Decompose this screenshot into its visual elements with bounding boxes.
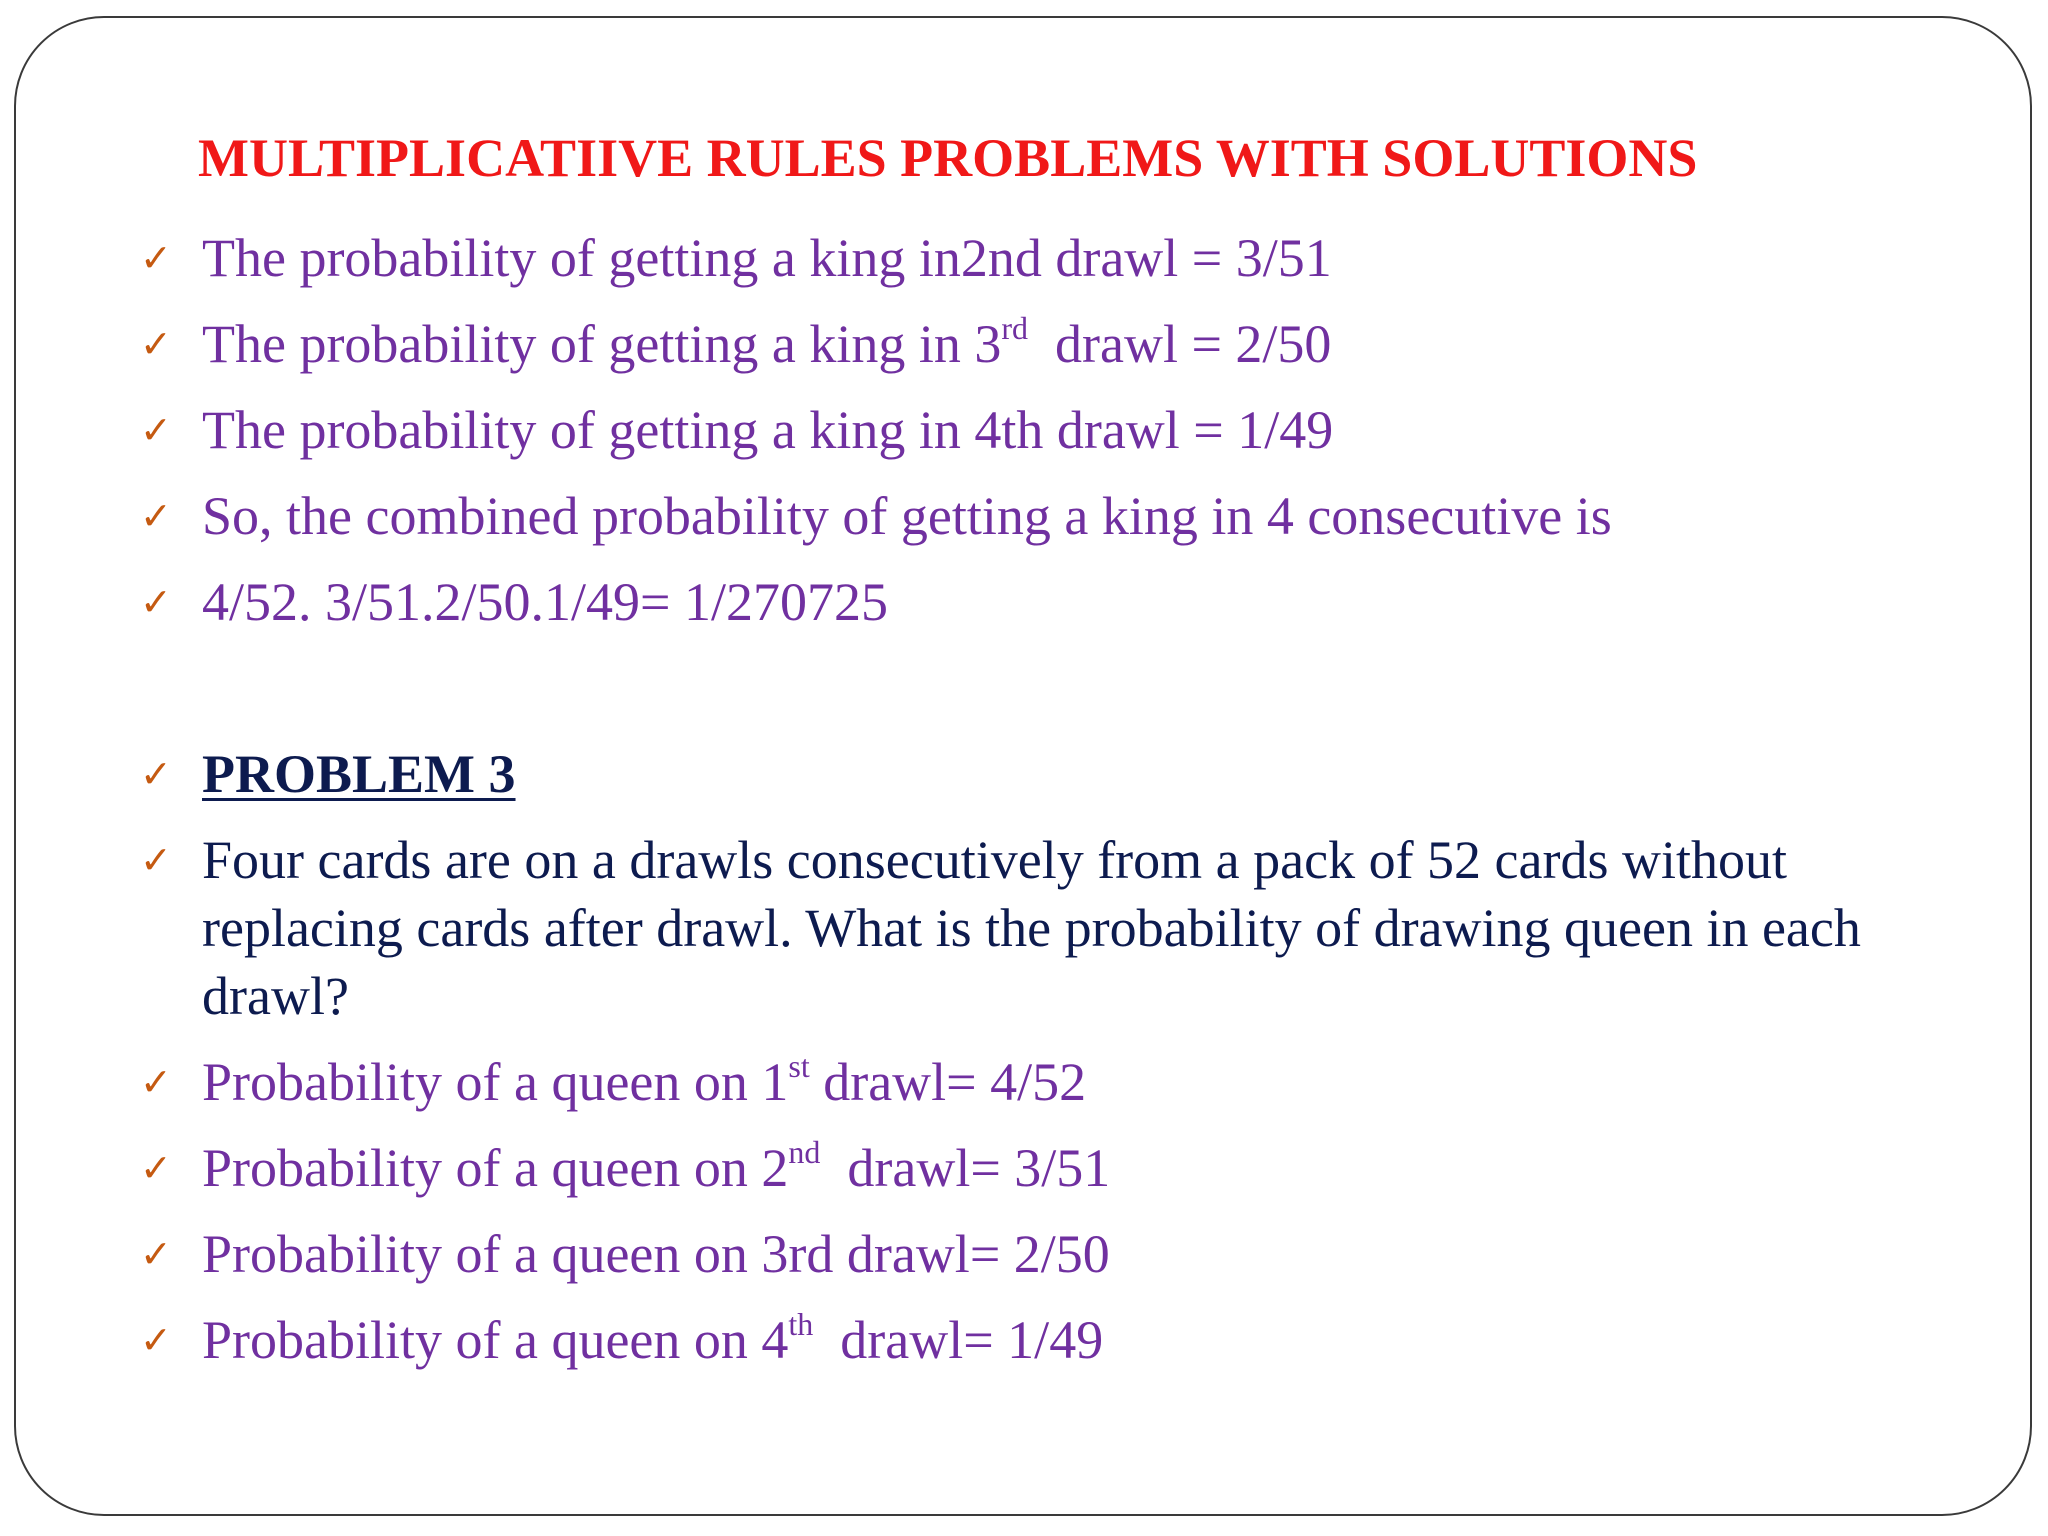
bullet-queen-1st — [136, 1048, 1936, 1116]
bullet-king-2nd — [136, 224, 1936, 292]
check-mark-icon: ✓ — [140, 1232, 172, 1276]
check-mark-icon: ✓ — [140, 580, 172, 624]
check-mark-icon: ✓ — [140, 752, 172, 796]
bullet-text-pre: Probability of a queen on 4 — [202, 1310, 789, 1370]
check-mark-icon: ✓ — [140, 236, 172, 280]
check-mark-icon: ✓ — [140, 494, 172, 538]
ordinal-suffix: st — [788, 1048, 810, 1084]
bullet-text-post: drawl= 3/51 — [820, 1138, 1111, 1198]
ordinal-suffix: rd — [1001, 310, 1029, 346]
bullet-text-pre: The probability of getting a king in 3 — [202, 314, 1002, 374]
bullet-text: The probability of getting a king in2nd drawl = 3/51 — [202, 228, 1332, 288]
bullet-text-post: drawl = 2/50 — [1028, 314, 1332, 374]
check-mark-icon: ✓ — [140, 1060, 172, 1104]
bullet-problem-heading — [136, 740, 1936, 808]
bullet-queen-2nd — [136, 1134, 1936, 1202]
check-mark-icon: ✓ — [140, 1146, 172, 1190]
bullet-problem-statement — [136, 826, 1936, 1030]
ordinal-suffix: nd — [788, 1134, 821, 1170]
bullet-king-4th — [136, 396, 1936, 464]
bullet-text: The probability of getting a king in 4th drawl = 1/49 — [202, 400, 1334, 460]
check-mark-icon: ✓ — [140, 1318, 172, 1362]
bullet-queen-4th — [136, 1306, 1936, 1374]
bullet-combined — [136, 482, 1936, 550]
bullet-text: 4/52. 3/51.2/50.1/49= 1/270725 — [202, 572, 888, 632]
bullet-text: So, the combined probability of getting a king in 4 consecutive is — [202, 486, 1612, 546]
check-mark-icon: ✓ — [140, 838, 172, 882]
bullet-text-pre: Probability of a queen on 2 — [202, 1138, 789, 1198]
problem-statement: Four cards are on a drawls consecutively from a pack of 52 cards without replacing cards after drawl. What is the probability of drawing queen in each drawl? — [202, 830, 1861, 1026]
bullet-text-post: drawl= 1/49 — [813, 1310, 1104, 1370]
bullet-text-pre: Probability of a queen on 1 — [202, 1052, 789, 1112]
check-mark-icon: ✓ — [140, 322, 172, 366]
slide-frame — [14, 16, 2032, 1516]
bullet-text: Probability of a queen on 3rd drawl= 2/50 — [202, 1224, 1110, 1284]
bullet-result — [136, 568, 1936, 636]
check-mark-icon: ✓ — [140, 408, 172, 452]
slide-title: MULTIPLICATIIVE RULES PROBLEMS WITH SOLUTIONS — [198, 128, 1698, 188]
bullet-list — [136, 224, 1936, 1392]
bullet-text-post: drawl= 4/52 — [809, 1052, 1087, 1112]
bullet-king-3rd — [136, 310, 1936, 378]
bullet-queen-3rd — [136, 1220, 1936, 1288]
ordinal-suffix: th — [788, 1306, 814, 1342]
problem-heading: PROBLEM 3 — [202, 744, 516, 804]
